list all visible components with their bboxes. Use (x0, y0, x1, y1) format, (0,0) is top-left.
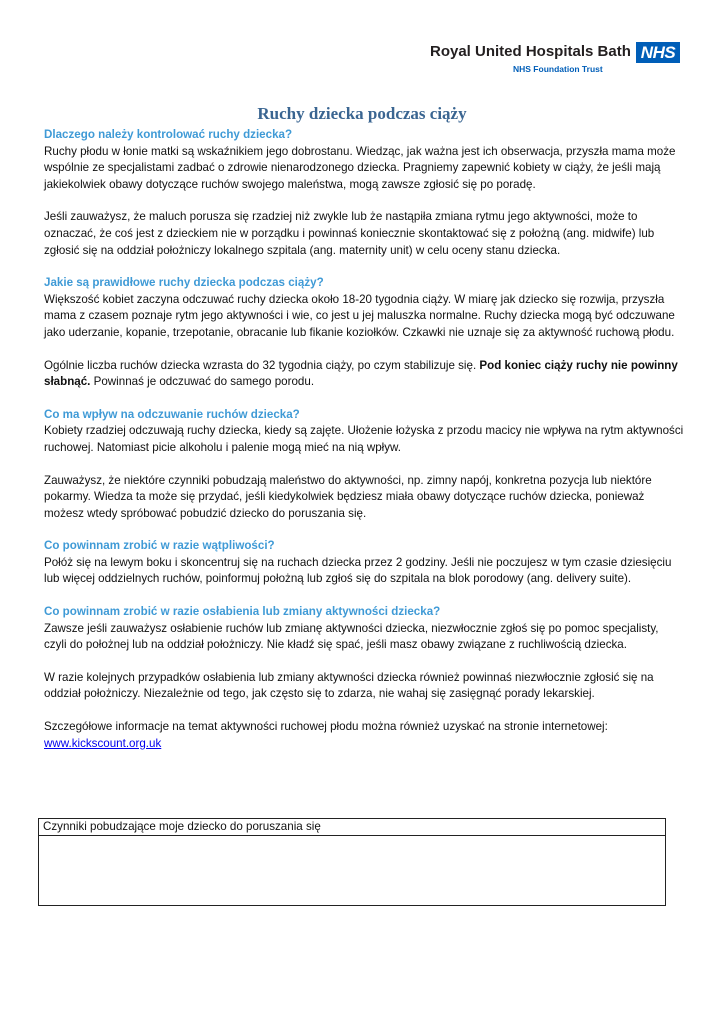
factors-box-entry-area[interactable] (39, 836, 665, 906)
more-info-text: Szczegółowe informacje na temat aktywności ruchowej płodu można również uzyskać na stronie internetowej: (44, 720, 608, 734)
section-in-doubt (44, 538, 684, 588)
section-heading: Co ma wpływ na odczuwanie ruchów dziecka? (44, 407, 300, 421)
trust-name: NHS Foundation Trust (513, 64, 603, 74)
section-influences (44, 407, 684, 523)
nhs-logo: NHS (636, 42, 680, 63)
section-normal-movements (44, 275, 684, 391)
paragraph-text: Ogólnie liczba ruchów dziecka wzrasta do 32 tygodnia ciąży, po czym stabilizuje się. (44, 358, 480, 372)
paragraph-text: Powinnaś je odczuwać do samego porodu. (90, 375, 315, 389)
section-heading: Dlaczego należy kontrolować ruchy dziecka? (44, 128, 293, 141)
kickscount-link[interactable]: www.kickscount.org.uk (44, 736, 162, 750)
organization-name: Royal United Hospitals Bath (430, 43, 631, 60)
paragraph: Zawsze jeśli zauważysz osłabienie ruchów lub zmianę aktywności dziecka, niezwłocznie zgłoś się po pomoc specjalisty, czyli do położnej lub na oddział położniczy. Nie kładź się spać, jeśli masz obawy związane z ruchliwością dziecka. (44, 621, 659, 652)
document-title: Ruchy dziecka podczas ciąży (257, 104, 467, 123)
factors-box-label: Czynniki pobudzające moje dziecko do poruszania się (39, 819, 665, 836)
emphasis-text: Pod koniec ciąży ruchy nie powinny słabnąć. (44, 358, 678, 389)
section-why-monitor (44, 127, 684, 259)
paragraph: W razie kolejnych przypadków osłabienia lub zmiany aktywności dziecka również powinnaś niezwłocznie zgłosić się na oddział położniczy. Niezależnie od tego, jak często się to zdarza, nie wahaj się zasięgnąć porady lekarskiej. (44, 670, 654, 701)
paragraph: Połóż się na lewym boku i skoncentruj się na ruchach dziecka przez 2 godziny. Jeśli nie poczujesz w tym czasie dziesięciu lub więcej oddzielnych ruchów, poinformuj położną lub zgłoś się do szpitala na blok porodowy (ang. delivery suite). (44, 555, 672, 586)
paragraph: Kobiety rzadziej odczuwają ruchy dziecka, kiedy są zajęte. Ułożenie łożyska z przodu macicy nie wpływa na rytm aktywności ruchowej. Natomiast picie alkoholu i palenie mogą mieć na nią wpływ. (44, 424, 684, 454)
paragraph: Ruchy płodu w łonie matki są wskaźnikiem jego dobrostanu. Wiedząc, jak ważna jest ich obserwacja, przyszła mama może wspólnie ze specjalistami zadbać o zdrowie nienarodzonego dziecka. Pragniemy zapewnić kobiety w ciąży, że jeśli mają jakiekolwiek obawy dotyczące ruchów swojego maleństwa, mogą zawsze zgłosić się po poradę. (44, 144, 676, 191)
paragraph: Jeśli zauważysz, że maluch porusza się rzadziej niż zwykle lub że nastąpiła zmiana rytmu jego aktywności, może to oznaczać, że coś jest z dzieckiem nie w porządku i powinnaś koniecznie skontaktować się z położną (ang. midwife) lub zgłosić się na oddział położniczy lokalnego szpitala (ang. maternity unit) w celu oceny stanu dziecka. (44, 210, 655, 257)
paragraph: Większość kobiet zaczyna odczuwać ruchy dziecka około 18-20 tygodnia ciąży. W miarę jak dziecko się rozwija, przyszła mama z czasem poznaje rytm jego aktywności i wie, co jest u jej maluszka normalne. Ruchy dziecka mogą być odczuwane jako uderzanie, kopanie, trzepotanie, obracanie lub fikanie koziołków. Czkawki nie uznaje się za aktywność ruchową płodu. (44, 292, 675, 339)
section-heading: Co powinnam zrobić w razie osłabienia lub zmiany aktywności dziecka? (44, 605, 441, 619)
section-heading: Co powinnam zrobić w razie wątpliwości? (44, 539, 275, 553)
section-weakened-activity (44, 604, 684, 703)
document-body (44, 127, 684, 752)
more-info (44, 719, 684, 752)
section-heading: Jakie są prawidłowe ruchy dziecka podczas ciąży? (44, 276, 324, 290)
paragraph (44, 719, 684, 752)
header-logo (430, 40, 680, 80)
paragraph (44, 358, 684, 391)
factors-box (38, 818, 666, 906)
paragraph: Zauważysz, że niektóre czynniki pobudzają maleństwo do aktywności, np. zimny napój, konkretna pozycja lub niektóre pokarmy. Wiedza ta może się przydać, jeśli kiedykolwiek będziesz miała obawy dotyczące ruchów dziecka, ponieważ możesz wtedy spróbować pobudzić dziecko do poruszania się. (44, 473, 652, 520)
